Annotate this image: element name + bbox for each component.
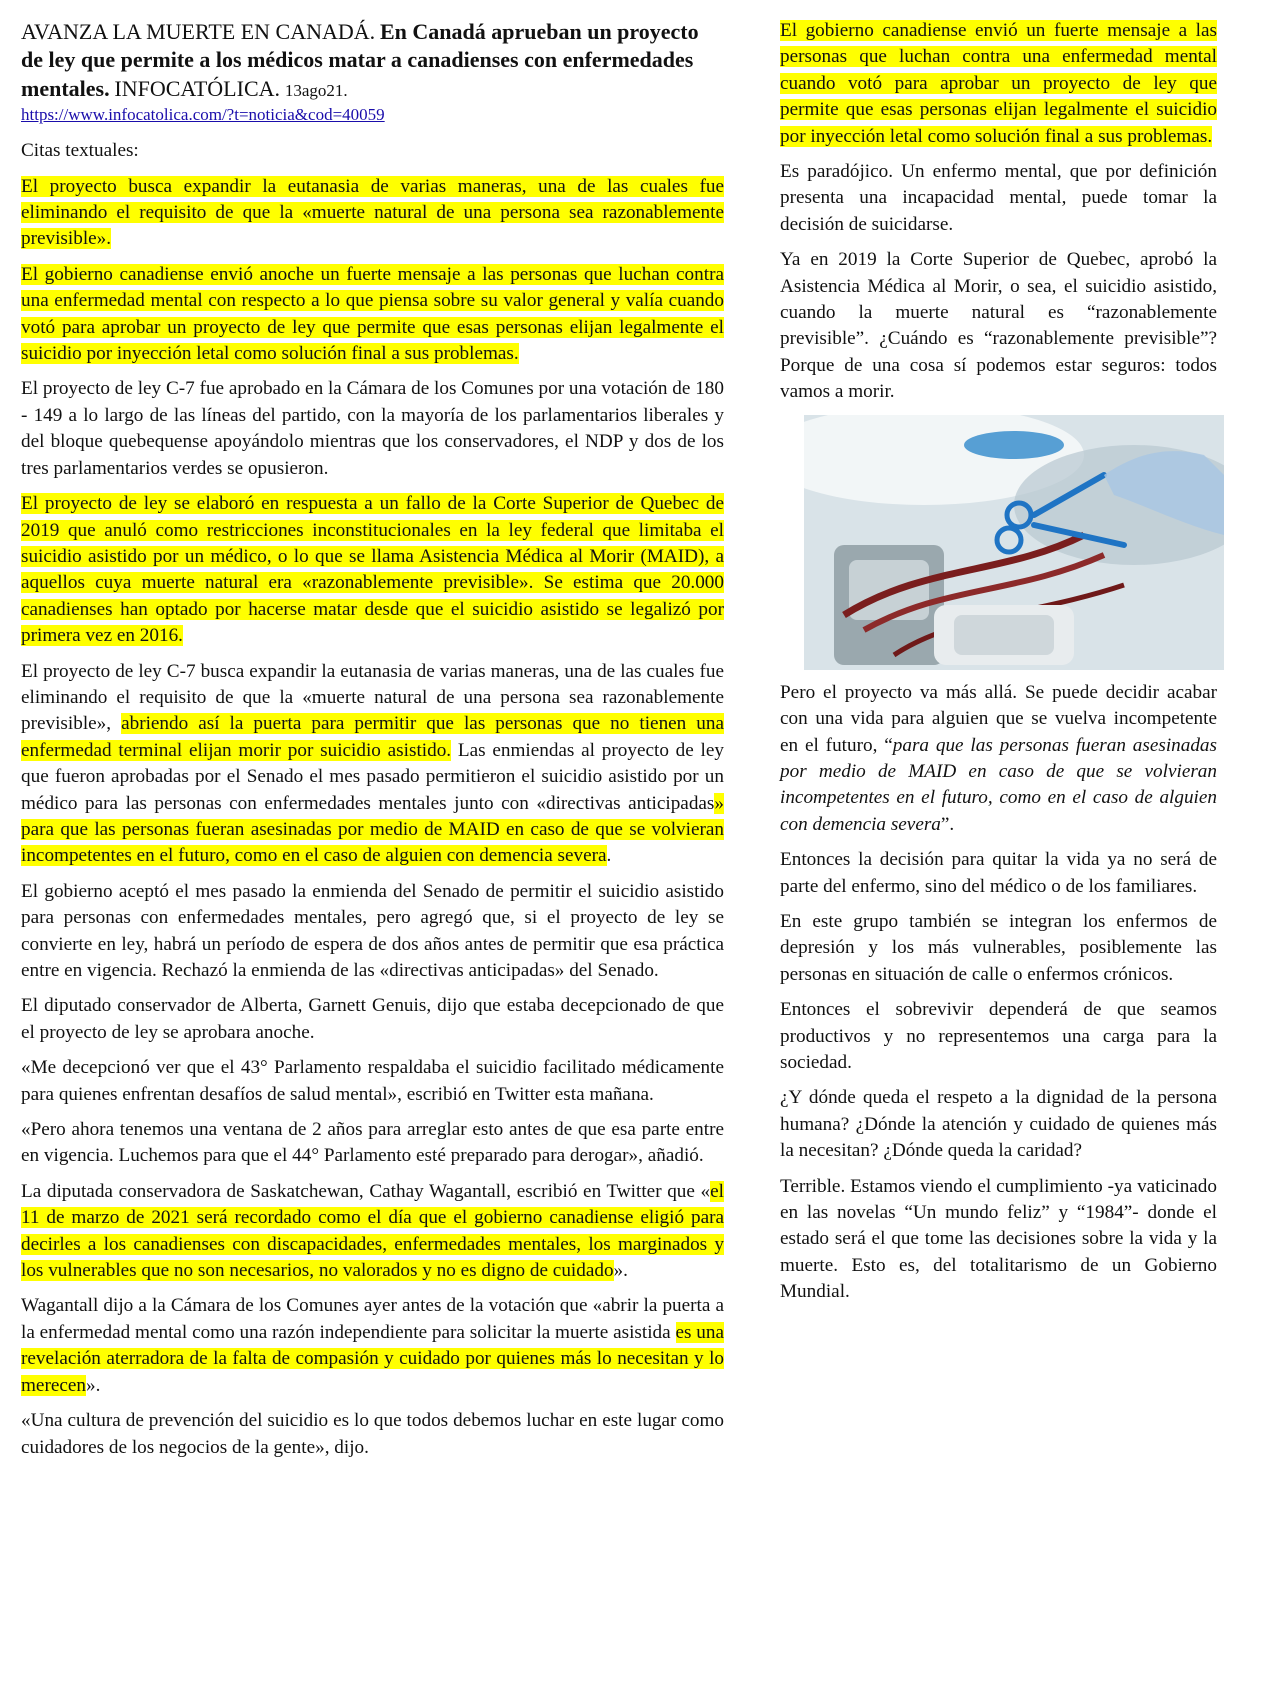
- paragraph: En este grupo también se integran los enfermos de depresión y los más vulnerables, posiblemente las personas en situación de calle o enfermos crónicos.: [780, 910, 1217, 985]
- paragraph: [780, 680, 1217, 838]
- text-run: ».: [613, 1260, 628, 1282]
- paragraph: [21, 491, 724, 649]
- left-column: [21, 18, 724, 1470]
- right-column: [780, 18, 1217, 1315]
- kicker: AVANZA LA MUERTE EN CANADÁ.: [21, 19, 376, 44]
- paragraph: Entonces el sobrevivir dependerá de que seamos productivos y no representemos una carga para la sociedad.: [780, 999, 1217, 1073]
- source-link[interactable]: https://www.infocatolica.com/?t=noticia&cod=40059: [21, 105, 385, 125]
- surgery-scissors-photo: [804, 415, 1224, 670]
- paragraph: [21, 174, 724, 253]
- paragraph: [21, 1179, 724, 1285]
- text-run: La diputada conservadora de Saskatchewan, Cathay Wagantall, escribió en Twitter que «: [21, 1180, 711, 1202]
- paragraph: ¿Y dónde queda el respeto a la dignidad de la persona humana? ¿Dónde la atención y cuidado de quienes más la necesitan? ¿Dónde queda la caridad?: [780, 1087, 1217, 1162]
- text-run: .: [606, 845, 612, 867]
- highlighted-text: abriendo así la puerta para permitir que las personas que no tienen una enfermedad terminal elijan morir por suicidio asistido.: [21, 713, 724, 761]
- highlighted-text: el 11 de marzo de 2021 será recordado como el día que el gobierno canadiense eligió para decirles a los canadienses con discapacidades, enfermedades mentales, los marginados y los vulnerables que no son necesarios, no valorados y no es digno de cuidado: [21, 1180, 724, 1282]
- text-run: ».: [85, 1374, 101, 1396]
- paragraph: «Pero ahora tenemos una ventana de 2 años para arreglar esto antes de que esa parte entre en vigencia. Luchemos para que el 44° Parlamento esté preparado para derogar», añadió.: [21, 1119, 724, 1167]
- paragraph: [780, 18, 1217, 150]
- paragraph: El proyecto de ley C-7 fue aprobado en la Cámara de los Comunes por una votación de 180 - 149 a lo largo de las líneas del partido, con la mayoría de los parlamentarios liberales y del bloque quebequense apoyándolo mientras que los conservadores, el NDP y dos de los tres parlamentarios verdes se opusieron.: [21, 378, 724, 479]
- paragraph: [21, 659, 724, 870]
- text-run: Pero el proyecto va más allá. Se puede decidir acabar con una vida para alguien que se vuelva incompetente en el futuro, “: [780, 681, 1217, 756]
- publish-date: 13ago21.: [284, 80, 348, 100]
- text-run: El proyecto de ley C-7 busca expandir la eutanasia de varias maneras, una de las cuales fue eliminando el requisito de que la «muerte natural de una persona sea razonablemente previsible»,: [21, 660, 724, 735]
- italic-quote: para que las personas fueran asesinadas por medio de MAID en caso de que se volvieran incompetentes en el futuro, como en el caso de alguien con demencia severa: [780, 734, 1217, 835]
- paragraph: Ya en 2019 la Corte Superior de Quebec, aprobó la Asistencia Médica al Morir, o sea, el suicidio asistido, cuando la muerte natural es “razonablemente previsible”. ¿Cuándo es “razonablemente previsible”? Porque de una cosa sí podemos estar seguros: todos vamos a morir.: [780, 249, 1217, 403]
- photo-illustration: [804, 415, 1224, 670]
- paragraph: Es paradójico. Un enfermo mental, que por definición presenta una incapacidad mental, puede tomar la decisión de suicidarse.: [780, 161, 1217, 235]
- paragraph: El diputado conservador de Alberta, Garnett Genuis, dijo que estaba decepcionado de que el proyecto de ley se aprobara anoche.: [21, 995, 724, 1043]
- paragraph: [21, 1293, 724, 1399]
- highlighted-text: El gobierno canadiense envió un fuerte mensaje a las personas que luchan contra una enfermedad mental cuando votó para aprobar un proyecto de ley que permite que esas personas elijan legalmente el suicidio por inyección letal como solución final a sus problemas.: [780, 20, 1217, 147]
- paragraph: El gobierno aceptó el mes pasado la enmienda del Senado de permitir el suicidio asistido para personas con enfermedades mentales, pero agregó que, si el proyecto de ley se convierte en ley, habrá un período de espera de dos años antes de permitir que esa práctica entre en vigencia. Rechazó la enmienda de las «directivas anticipadas» del Senado.: [21, 880, 724, 981]
- text-run: Las enmiendas al proyecto de ley que fueron aprobadas por el Senado el mes pasado permitieron el suicidio asistido por un médico para las personas con enfermedades mentales junto con «directivas anticipadas: [21, 739, 724, 814]
- paragraph: «Me decepcionó ver que el 43° Parlamento respaldaba el suicidio facilitado médicamente para quienes enfrentan desafíos de salud mental», escribió en Twitter esta mañana.: [21, 1057, 724, 1105]
- text-run: ”.: [940, 813, 955, 835]
- highlighted-text: El proyecto de ley se elaboró en respuesta a un fallo de la Corte Superior de Quebec de 2019 que anuló como restricciones inconstitucionales en la ley federal que limitaba el suicidio asistido por un médico, o lo que se llama Asistencia Médica al Morir (MAID), a aquellos cuya muerte natural era «razonablemente previsible». Se estima que 20.000 canadienses han optado por hacerse matar desde que el suicidio asistido se legalizó por primera vez en 2016.: [21, 493, 724, 647]
- article-heading: [21, 18, 724, 104]
- paragraph: [21, 262, 724, 368]
- citas-label: Citas textuales:: [21, 140, 139, 162]
- headline: En Canadá aprueban un proyecto de ley que permite a los médicos matar a canadienses con enfermedades mentales.: [21, 19, 699, 101]
- text-run: Wagantall dijo a la Cámara de los Comunes ayer antes de la votación que «abrir la puerta a la enfermedad mental como una razón independiente para solicitar la muerte asistida: [21, 1295, 724, 1343]
- highlighted-text: El gobierno canadiense envió anoche un fuerte mensaje a las personas que luchan contra una enfermedad mental con respecto a lo que piensa sobre su valor general y valía cuando votó para aprobar un proyecto de ley que permite que esas personas elijan legalmente el suicidio por inyección letal como solución final a sus problemas.: [21, 263, 724, 365]
- highlighted-text: es una revelación aterradora de la falta de compasión y cuidado por quienes más lo necesitan y lo merecen: [21, 1321, 725, 1396]
- highlighted-text: El proyecto busca expandir la eutanasia de varias maneras, una de las cuales fue eliminando el requisito de que la «muerte natural de una persona sea razonablemente previsible».: [21, 175, 724, 250]
- paragraph: «Una cultura de prevención del suicidio es lo que todos debemos luchar en este lugar como cuidadores de los negocios de la gente», dijo.: [21, 1410, 724, 1458]
- highlighted-text: » para que las personas fueran asesinadas por medio de MAID en caso de que se volvieran incompetentes en el futuro, como en el caso de alguien con demencia severa: [21, 792, 724, 867]
- paragraph: Terrible. Estamos viendo el cumplimiento -ya vaticinado en las novelas “Un mundo feliz” y “1984”- donde el estado será el que tome las decisiones sobre la vida y la muerte. Esto es, del totalitarismo de un Gobierno Mundial.: [780, 1175, 1217, 1303]
- paragraph: Entonces la decisión para quitar la vida ya no será de parte del enfermo, sino del médico o de los familiares.: [780, 849, 1217, 897]
- source-name: INFOCATÓLICA.: [114, 75, 281, 101]
